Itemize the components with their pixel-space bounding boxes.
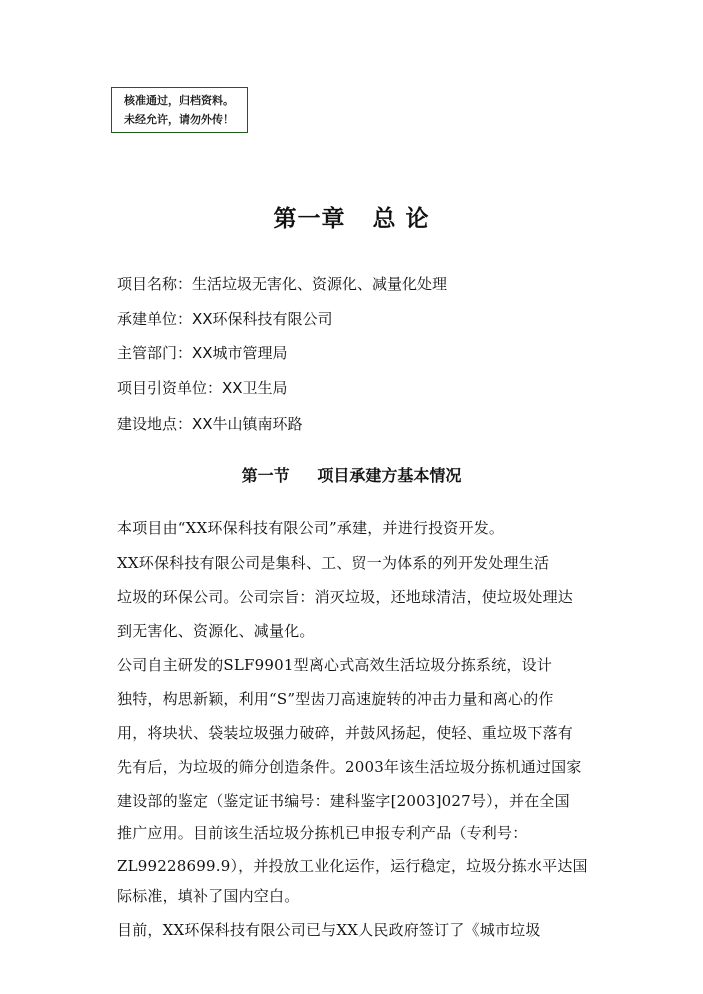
chapter-title: 第一章 总 论: [273, 205, 430, 232]
body-line: 到无害化、资源化、减量化。: [117, 622, 315, 640]
body-line: 公司自主研发的SLF9901型离心式高效生活垃圾分拣系统，设计: [117, 656, 553, 674]
body-line: 建设部的鉴定（鉴定证书编号：建科鉴字[2003]027号），并在全国: [117, 792, 570, 810]
approval-stamp: [111, 87, 248, 133]
body-line: XX环保科技有限公司是集科、工、贸一为体系的列开发处理生活: [117, 554, 550, 572]
section-title: 第一节 项目承建方基本情况: [241, 466, 462, 485]
body-line: 用，将块状、袋装垃圾强力破碎，并鼓风扬起，使轻、重垃圾下落有: [117, 724, 574, 742]
body-line: 际标准，填补了国内空白。: [117, 887, 300, 905]
stamp-line-2: 未经允许，请勿外传！: [124, 113, 234, 126]
info-line-contractor: 承建单位：XX环保科技有限公司: [117, 310, 333, 328]
body-line: 垃圾的环保公司。公司宗旨：消灭垃圾，还地球清洁，使垃圾处理达: [117, 588, 574, 606]
body-line: ZL99228699.9），并投放工业化运作，运行稳定，垃圾分拣水平达国: [117, 857, 588, 875]
info-line-department: 主管部门：XX城市管理局: [117, 344, 288, 362]
info-line-project-name: 项目名称：生活垃圾无害化、资源化、减量化处理: [117, 275, 448, 293]
body-line: 独特，构思新颖，利用“S”型齿刀高速旋转的冲击力量和离心的作: [117, 690, 554, 708]
body-line: 先有后，为垃圾的筛分创造条件。2003年该生活垃圾分拣机通过国家: [117, 758, 582, 776]
body-line: 推广应用。目前该生活垃圾分拣机已申报专利产品（专利号：: [117, 824, 528, 842]
stamp-line-1: 核准通过，归档资料。: [124, 94, 234, 107]
body-line: 本项目由“XX环保科技有限公司”承建，并进行投资开发。: [117, 519, 505, 537]
info-line-location: 建设地点：XX牛山镇南环路: [117, 415, 303, 433]
body-line: 目前，XX环保科技有限公司已与XX人民政府签订了《城市垃圾: [117, 921, 541, 939]
info-line-investor: 项目引资单位：XX卫生局: [117, 379, 288, 397]
